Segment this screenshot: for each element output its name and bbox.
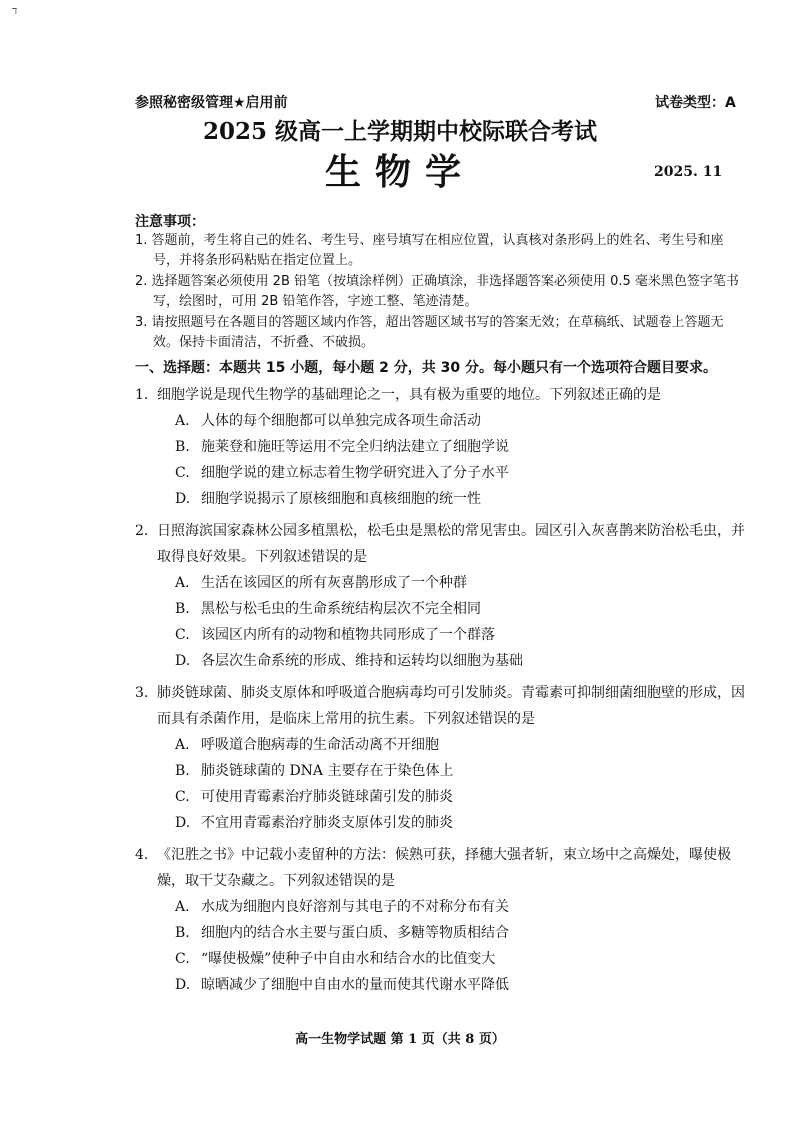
- option-letter: A.: [175, 737, 190, 753]
- option-c: [135, 946, 745, 972]
- option-letter: B.: [175, 763, 190, 779]
- question-stem: [135, 382, 745, 408]
- option-letter: D.: [175, 491, 191, 507]
- option-letter: C.: [175, 627, 190, 643]
- option-letter: B.: [175, 601, 190, 617]
- option-text: 细胞学说揭示了原核细胞和真核细胞的统一性: [201, 491, 481, 507]
- option-letter: D.: [175, 977, 191, 993]
- notice-item: 2. 选择题答案必须使用 2B 铅笔（按填涂样例）正确填涂，非选择题答案必须使用 0.5 毫米黑色签字笔书写，绘图时，可用 2B 铅笔作答，字迹工整、笔迹清楚。: [135, 274, 739, 309]
- notice-item: 1. 答题前，考生将自己的姓名、考生号、座号填写在相应位置，认真核对条形码上的姓名、考生号和座号，并将条形码粘贴在指定位置上。: [135, 233, 724, 268]
- question-text: 日照海滨国家森林公园多植黑松，松毛虫是黑松的常见害虫。园区引入灰喜鹊来防治松毛虫，并取得良好效果。下列叙述错误的是: [157, 523, 745, 565]
- option-text: 人体的每个细胞都可以单独完成各项生命活动: [201, 413, 481, 429]
- question-1: [135, 382, 745, 512]
- option-text: 水成为细胞内良好溶剂与其电子的不对称分布有关: [201, 899, 509, 915]
- option-text: 细胞内的结合水主要与蛋白质、多糖等物质相结合: [201, 925, 509, 941]
- option-letter: C.: [175, 951, 190, 967]
- option-text: 晾晒减少了细胞中自由水的量而使其代谢水平降低: [201, 977, 509, 993]
- option-c: [135, 460, 745, 486]
- option-a: [135, 732, 745, 758]
- option-a: [135, 408, 745, 434]
- question-number: 4.: [135, 847, 149, 863]
- section-heading: 一、选择题：本题共 15 小题，每小题 2 分，共 30 分。每小题只有一个选项符合题目要求。: [135, 360, 717, 376]
- option-a: [135, 894, 745, 920]
- option-text: 各层次生命系统的形成、维持和运转均以细胞为基础: [201, 653, 523, 669]
- option-letter: B.: [175, 925, 190, 941]
- corner-mark: ד: [12, 4, 18, 17]
- question-stem: [135, 680, 745, 732]
- option-text: 可使用青霉素治疗肺炎链球菌引发的肺炎: [201, 789, 453, 805]
- question-text: 肺炎链球菌、肺炎支原体和呼吸道合胞病毒均可引发肺炎。青霉素可抑制细菌细胞壁的形成，因而具有杀菌作用，是临床上常用的抗生素。下列叙述错误的是: [157, 685, 745, 727]
- option-text: 肺炎链球菌的 DNA 主要存在于染色体上: [201, 763, 454, 779]
- question-3: [135, 680, 745, 836]
- option-text: “曝使极燥”使种子中自由水和结合水的比值变大: [201, 951, 496, 967]
- question-text: 细胞学说是现代生物学的基础理论之一，具有极为重要的地位。下列叙述正确的是: [157, 387, 661, 403]
- question-list: [135, 382, 745, 1004]
- option-a: [135, 570, 745, 596]
- question-2: [135, 518, 745, 674]
- option-letter: A.: [175, 413, 190, 429]
- paper-type-label: 试卷类型：A: [655, 95, 736, 111]
- question-4: [135, 842, 745, 998]
- option-letter: A.: [175, 575, 190, 591]
- page-footer: 高一生物学试题 第 1 页（共 8 页）: [295, 1032, 505, 1047]
- option-b: [135, 758, 745, 784]
- option-letter: B.: [175, 439, 190, 455]
- subject-title: 生物学: [324, 151, 475, 193]
- secret-level-label: 参照秘密级管理★启用前: [135, 95, 288, 111]
- notice-list: [135, 231, 745, 354]
- option-b: [135, 434, 745, 460]
- notice-title: 注意事项：: [135, 214, 205, 230]
- option-text: 不宜用青霉素治疗肺炎支原体引发的肺炎: [201, 815, 453, 831]
- option-c: [135, 784, 745, 810]
- option-letter: C.: [175, 465, 190, 481]
- exam-date: 2025. 11: [654, 164, 723, 180]
- question-number: 1.: [135, 387, 149, 403]
- option-text: 施莱登和施旺等运用不完全归纳法建立了细胞学说: [201, 439, 509, 455]
- option-d: [135, 810, 745, 836]
- question-stem: [135, 518, 745, 570]
- option-letter: C.: [175, 789, 190, 805]
- question-stem: [135, 842, 745, 894]
- option-b: [135, 920, 745, 946]
- exam-title: 2025 级高一上学期期中校际联合考试: [202, 118, 598, 145]
- option-d: [135, 648, 745, 674]
- option-d: [135, 486, 745, 512]
- option-b: [135, 596, 745, 622]
- question-number: 3.: [135, 685, 149, 701]
- option-letter: D.: [175, 653, 191, 669]
- question-text: 《氾胜之书》中记载小麦留种的方法：候熟可获，择穗大强者斩，束立场中之高燥处，曝使极燥，取干艾杂藏之。下列叙述错误的是: [157, 847, 731, 889]
- option-text: 黑松与松毛虫的生命系统结构层次不完全相同: [201, 601, 481, 617]
- option-c: [135, 622, 745, 648]
- option-text: 该园区内所有的动物和植物共同形成了一个群落: [201, 627, 495, 643]
- option-letter: D.: [175, 815, 191, 831]
- question-number: 2.: [135, 523, 149, 539]
- option-text: 细胞学说的建立标志着生物学研究进入了分子水平: [201, 465, 509, 481]
- option-d: [135, 972, 745, 998]
- option-text: 呼吸道合胞病毒的生命活动离不开细胞: [201, 737, 439, 753]
- option-text: 生活在该园区的所有灰喜鹊形成了一个种群: [201, 575, 467, 591]
- notice-item: 3. 请按照题号在各题目的答题区域内作答，超出答题区域书写的答案无效；在草稿纸、试题卷上答题无效。保持卡面清洁，不折叠、不破损。: [135, 315, 724, 350]
- option-letter: A.: [175, 899, 190, 915]
